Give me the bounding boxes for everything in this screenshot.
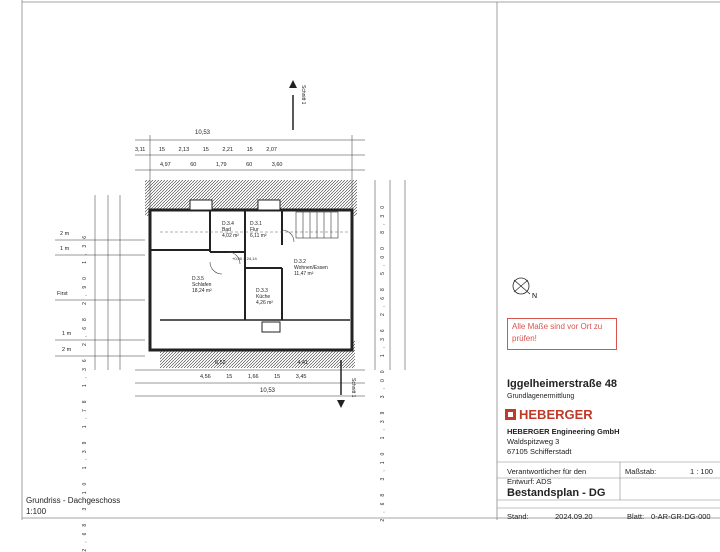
- sheet-value: 0-AR-GR-DG-000: [651, 512, 711, 521]
- sheet-label: Blatt:: [627, 512, 645, 521]
- dim-top-row1: 3,11 15 2,13 15 2,21 15 2,07: [135, 147, 277, 153]
- dims-left: 2,68 3,10 1,39 1,78 1,36 2,68 2,90 1,36: [82, 230, 88, 552]
- window-top-1: [190, 200, 212, 210]
- room-flur: D.3.1 Flur 6,11 m²: [250, 221, 267, 239]
- left-label-0: 2 m: [60, 231, 70, 237]
- window-top-2: [258, 200, 280, 210]
- left-label-4: 2 m: [62, 347, 72, 353]
- date-label: Stand:: [507, 512, 529, 521]
- room-bad: D.3.4 Bad 4,02 m²: [222, 221, 239, 239]
- plan-title: Grundriss - Dachgeschoss: [26, 496, 121, 505]
- svg-text:N: N: [532, 293, 538, 300]
- responsible-value: Entwurf: ADS: [507, 477, 552, 486]
- dim-bottom-total: 10,53: [260, 388, 276, 394]
- section-marker-top: [289, 80, 297, 130]
- room-wohnen: D.3.2 Wohnen/Essen 11,47 m²: [294, 259, 328, 277]
- company-street: Waldspitzweg 3: [507, 437, 560, 446]
- warning-note: Alle Maße sind vor Ort zu prüfen!: [507, 318, 617, 350]
- project-address: Iggelheimerstraße 48: [507, 378, 618, 390]
- responsible-label: Verantwortlicher für den: [507, 467, 587, 476]
- room-kueche: D.3.3 Küche 4,26 m²: [256, 288, 273, 306]
- level-mark: +0,00 = 24,14: [232, 256, 257, 261]
- dim-bottom-row2: 4,56 15 1,66 15 3,45: [200, 374, 307, 380]
- left-label-2: First: [57, 291, 68, 297]
- scale-label: Maßstab:: [625, 467, 657, 476]
- date-value: 2024.09.20: [555, 512, 593, 521]
- left-label-1: 1 m: [60, 246, 70, 252]
- north-arrow-icon: [513, 278, 537, 300]
- section-label-bottom: Schnitt 1: [350, 378, 356, 398]
- dim-top-row2: 4,97 60 1,79 60 3,60: [160, 162, 283, 168]
- company-city: 67105 Schifferstadt: [507, 447, 572, 456]
- scale-value: 1 : 100: [690, 467, 713, 476]
- company-name: HEBERGER Engineering GmbH: [507, 427, 620, 436]
- plan-scale: 1:100: [26, 507, 47, 516]
- plan-type: Bestandsplan - DG: [507, 487, 606, 499]
- project-phase: Grundlagenermittlung: [507, 393, 575, 400]
- window-bottom: [262, 322, 280, 332]
- room-schlafen: D.3.5 Schlafen 18,24 m²: [192, 276, 212, 294]
- dims-right: 2,68 3,10 1,39 3,00 1,36 2,68 5,00 8,30: [380, 200, 386, 522]
- left-label-3: 1 m: [62, 331, 72, 337]
- section-label-top: Schnitt 1: [300, 85, 306, 105]
- dim-top-total: 10,53: [195, 130, 211, 136]
- dim-bottom-row1: 6,52 4,41: [215, 360, 308, 366]
- brand-name: HEBERGER: [519, 407, 593, 422]
- heberger-logo-icon: [505, 409, 516, 420]
